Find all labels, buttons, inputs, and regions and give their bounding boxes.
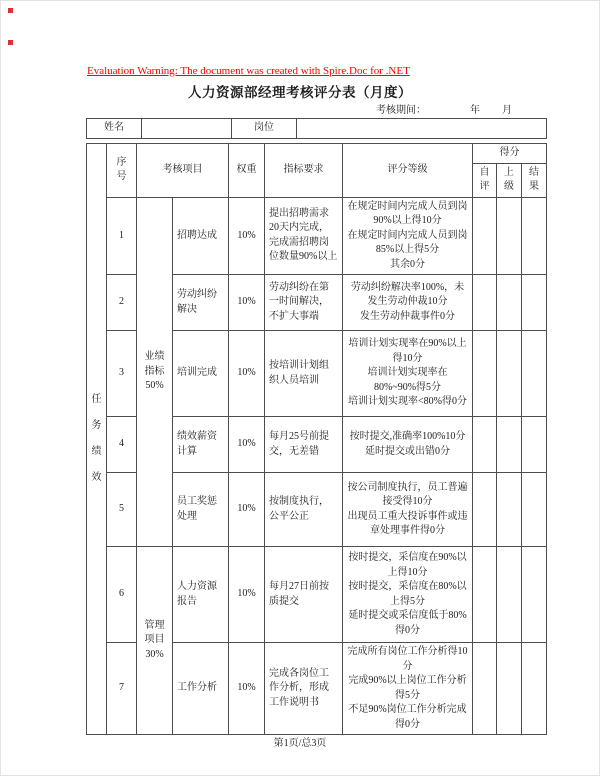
result-score-cell[interactable] [522,275,547,331]
group-performance-indicators: 业绩指标50% [137,197,173,547]
result-score-cell[interactable] [522,643,547,735]
superior-score-cell[interactable] [497,473,522,547]
header-self-score: 自评 [473,163,497,197]
assessment-item: 人力资源报告 [173,547,229,643]
result-score-cell[interactable] [522,417,547,473]
superior-score-cell[interactable] [497,275,522,331]
period-month-label: 月 [502,105,512,116]
scoring-criteria: 按时提交,准确率100%10分 延时提交或出错0分 [343,417,473,473]
scoring-criteria: 按时提交，采信度在90%以上得10分 按时提交，采信度在80%以上得5分 延时提交或采信度低于80%得0分 [343,547,473,643]
header-result-score: 结果 [522,163,547,197]
row-number: 7 [107,643,137,735]
superior-score-cell[interactable] [497,417,522,473]
header-item: 考核项目 [137,144,229,198]
name-position-row [87,119,547,139]
scoring-criteria: 按公司制度执行，员工普遍接受得10分 出现员工重大投诉事件或违章处理事件得0分 [343,473,473,547]
indicator-requirement: 每月27日前按质提交 [265,547,343,643]
scoring-criteria: 培训计划实现率在90%以上得10分 培训计划实现率在80%~90%得5分 培训计划实现率<80%得0分 [343,331,473,417]
indicator-requirement: 提出招聘需求20天内完成，完成需招聘岗位数量90%以上 [265,197,343,275]
weight-value: 10% [229,417,265,473]
weight-value: 10% [229,197,265,275]
page-number: 第1页/总3页 [273,738,327,749]
category-task-performance: 任务绩效 [87,144,107,735]
weight-value: 10% [229,275,265,331]
superior-score-cell[interactable] [497,331,522,417]
position-value-cell[interactable] [297,119,547,139]
assessment-table [86,143,547,735]
result-score-cell[interactable] [522,197,547,275]
header-scoring: 评分等级 [343,144,473,198]
scoring-criteria: 完成所有岗位工作分析得10分 完成90%以上岗位工作分析得5分 不足90%岗位工作分析完成得0分 [343,643,473,735]
superior-score-cell[interactable] [497,547,522,643]
header-superior-score: 上级 [497,163,522,197]
indicator-requirement: 按制度执行，公平公正 [265,473,343,547]
result-score-cell[interactable] [522,473,547,547]
header-score: 得分 [473,144,547,164]
weight-value: 10% [229,643,265,735]
superior-score-cell[interactable] [497,197,522,275]
row-number: 3 [107,331,137,417]
self-score-cell[interactable] [473,643,497,735]
indicator-requirement: 每月25号前提交，无差错 [265,417,343,473]
result-score-cell[interactable] [522,547,547,643]
assessment-item: 招聘达成 [173,197,229,275]
period-label: 考核期间： [376,105,426,116]
weight-value: 10% [229,547,265,643]
row-number: 2 [107,275,137,331]
weight-value: 10% [229,473,265,547]
self-score-cell[interactable] [473,331,497,417]
self-score-cell[interactable] [473,197,497,275]
table-row [87,197,547,275]
period-year-label: 年 [470,105,480,116]
assessment-item: 工作分析 [173,643,229,735]
indicator-requirement: 劳动纠纷在第一时间解决，不扩大事端 [265,275,343,331]
indicator-requirement: 完成各岗位工作分析，形成工作说明书 [265,643,343,735]
self-score-cell[interactable] [473,473,497,547]
red-artifact-mark [8,8,13,13]
header-row-1 [87,144,547,164]
assessment-item: 员工奖惩处理 [173,473,229,547]
assessment-period-line [376,101,512,116]
assessment-item: 培训完成 [173,331,229,417]
document-title: 人力资源部经理考核评分表（月度） [188,85,412,100]
assessment-item: 劳动纠纷解决 [173,275,229,331]
position-label: 岗位 [232,119,297,139]
superior-score-cell[interactable] [497,643,522,735]
table-row [87,547,547,643]
indicator-requirement: 按培训计划组织人员培训 [265,331,343,417]
name-position-table [86,118,547,139]
scoring-criteria: 在规定时间内完成人员到岗90%以上得10分 在规定时间内完成人员到岗85%以上得5分 其余0分 [343,197,473,275]
self-score-cell[interactable] [473,275,497,331]
header-weight: 权重 [229,144,265,198]
result-score-cell[interactable] [522,331,547,417]
row-number: 5 [107,473,137,547]
scoring-criteria: 劳动纠纷解决率100%，未发生劳动仲裁10分 发生劳动仲裁事件0分 [343,275,473,331]
red-artifact-mark [8,40,13,45]
header-indicator: 指标要求 [265,144,343,198]
self-score-cell[interactable] [473,417,497,473]
row-number: 1 [107,197,137,275]
name-label: 姓名 [87,119,142,139]
group-management-items: 管理项目30% [137,547,173,735]
name-value-cell[interactable] [142,119,232,139]
evaluation-warning-text: Evaluation Warning: The document was created with Spire.Doc for .NET [87,65,410,77]
self-score-cell[interactable] [473,547,497,643]
header-no: 序号 [107,144,137,198]
assessment-item: 绩效薪资计算 [173,417,229,473]
row-number: 4 [107,417,137,473]
weight-value: 10% [229,331,265,417]
row-number: 6 [107,547,137,643]
